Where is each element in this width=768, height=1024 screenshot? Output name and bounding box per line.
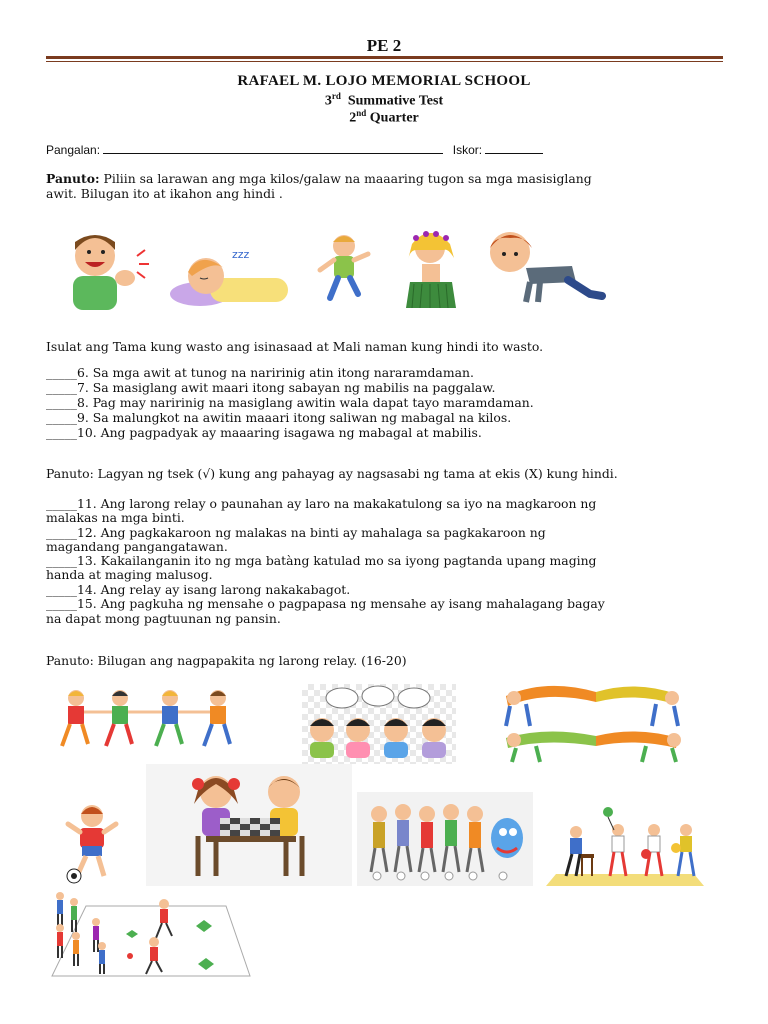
score-field[interactable] xyxy=(485,142,543,154)
item-8: _____8. Pag may naririnig na masiglang awitin wala dapat tayo maramdaman. xyxy=(46,395,534,410)
section3-instruction: Panuto: Lagyan ng tsek (√) kung ang pahayag ay nagsasabi ng tama at ekis (X) kung hindi. xyxy=(46,466,618,481)
quarter-name: Quarter xyxy=(369,110,419,126)
item-11-line2: malakas na mga binti. xyxy=(46,510,185,525)
section1-instruction-line1 xyxy=(46,171,592,186)
item-13-line1: _____13. Kakailanganin ito ng mga batàng katulad mo sa iyong pagtanda upang maging xyxy=(46,553,597,568)
soccer-boy-image[interactable] xyxy=(46,802,136,884)
item-12-line2: magandang pangangatawan. xyxy=(46,539,228,554)
item-10: _____10. Ang pagpadyak ay maaaring isagawa ng mabagal at mabilis. xyxy=(46,425,482,440)
item-12-line1: _____12. Ang pagkakaroon ng malakas na binti ay mahalaga sa pagkakaroon ng xyxy=(46,525,546,540)
item-6: _____6. Sa mga awit at tunog na naririnig atin itong nararamdaman. xyxy=(46,365,474,380)
quarter-title xyxy=(0,108,768,127)
balloon-relay-image[interactable] xyxy=(536,800,710,888)
item-9: _____9. Sa malungkot na awitin maaari itong saliwan ng mabagal na kilos. xyxy=(46,410,512,425)
whisper-game-image[interactable] xyxy=(302,684,456,764)
subject-title: PE 2 xyxy=(366,36,402,55)
team-relay-field-image[interactable] xyxy=(46,886,254,978)
item-7: _____7. Sa masiglang awit maari itong sabayan ng mabilis na paggalaw. xyxy=(46,380,496,395)
test-ordinal-suffix: rd xyxy=(331,91,341,101)
svg-text:zzz: zzz xyxy=(232,248,250,261)
score-label: Iskor: xyxy=(452,143,483,157)
item-14: _____14. Ang relay ay isang larong nakakabagot. xyxy=(46,582,351,597)
quarter-ordinal-suffix: nd xyxy=(356,108,367,118)
laughing-boy-image[interactable] xyxy=(55,228,153,312)
header-rule-thin xyxy=(46,61,723,62)
name-label: Pangalan: xyxy=(46,143,101,157)
checkers-kids-image[interactable] xyxy=(146,764,352,886)
costume-line-image[interactable] xyxy=(357,792,533,886)
quarter-ordinal: 2 xyxy=(349,110,357,126)
item-13-line2: handa at maging malusog. xyxy=(46,567,213,582)
section1-instruction-a: Piliin sa larawan ang mga kilos/galaw na maaaring tugon sa mga masisiglang xyxy=(103,171,592,186)
section1-instruction-line2: awit. Bilugan ito at ikahon ang hindi . xyxy=(46,186,283,201)
relay-race-kids-image[interactable] xyxy=(58,686,248,752)
crawling-boy-image[interactable] xyxy=(480,230,606,308)
section4-instruction: Panuto: Bilugan ang nagpapakita ng larong relay. (16-20) xyxy=(46,653,407,668)
item-15-line2: na dapat mong pagtuunan ng pansin. xyxy=(46,611,281,626)
test-name: Summative Test xyxy=(347,93,444,109)
section1-lead: Panuto: xyxy=(46,171,100,186)
section2-instruction: Isulat ang Tama kung wasto ang isinasaad at Mali naman kung hindi ito wasto. xyxy=(46,339,544,354)
name-score-row xyxy=(46,142,543,158)
item-15-line1: _____15. Ang pagkuha ng mensahe o pagpapasa ng mensahe ay isang mahalagang bagay xyxy=(46,596,605,611)
sleeping-girl-image[interactable] xyxy=(170,242,296,308)
test-ordinal: 3 xyxy=(324,93,332,109)
school-name: RAFAEL M. LOJO MEMORIAL SCHOOL xyxy=(237,73,531,89)
name-field[interactable] xyxy=(103,142,443,154)
item-11-line1: _____11. Ang larong relay o paunahan ay laro na makakatulong sa iyo na magkaroon ng xyxy=(46,496,597,511)
test-title xyxy=(0,91,768,110)
bending-kids-game-image[interactable] xyxy=(496,682,686,764)
hula-girl-image[interactable] xyxy=(396,228,466,310)
header-rule-thick xyxy=(46,56,723,59)
jumping-boy-image[interactable] xyxy=(316,232,372,308)
